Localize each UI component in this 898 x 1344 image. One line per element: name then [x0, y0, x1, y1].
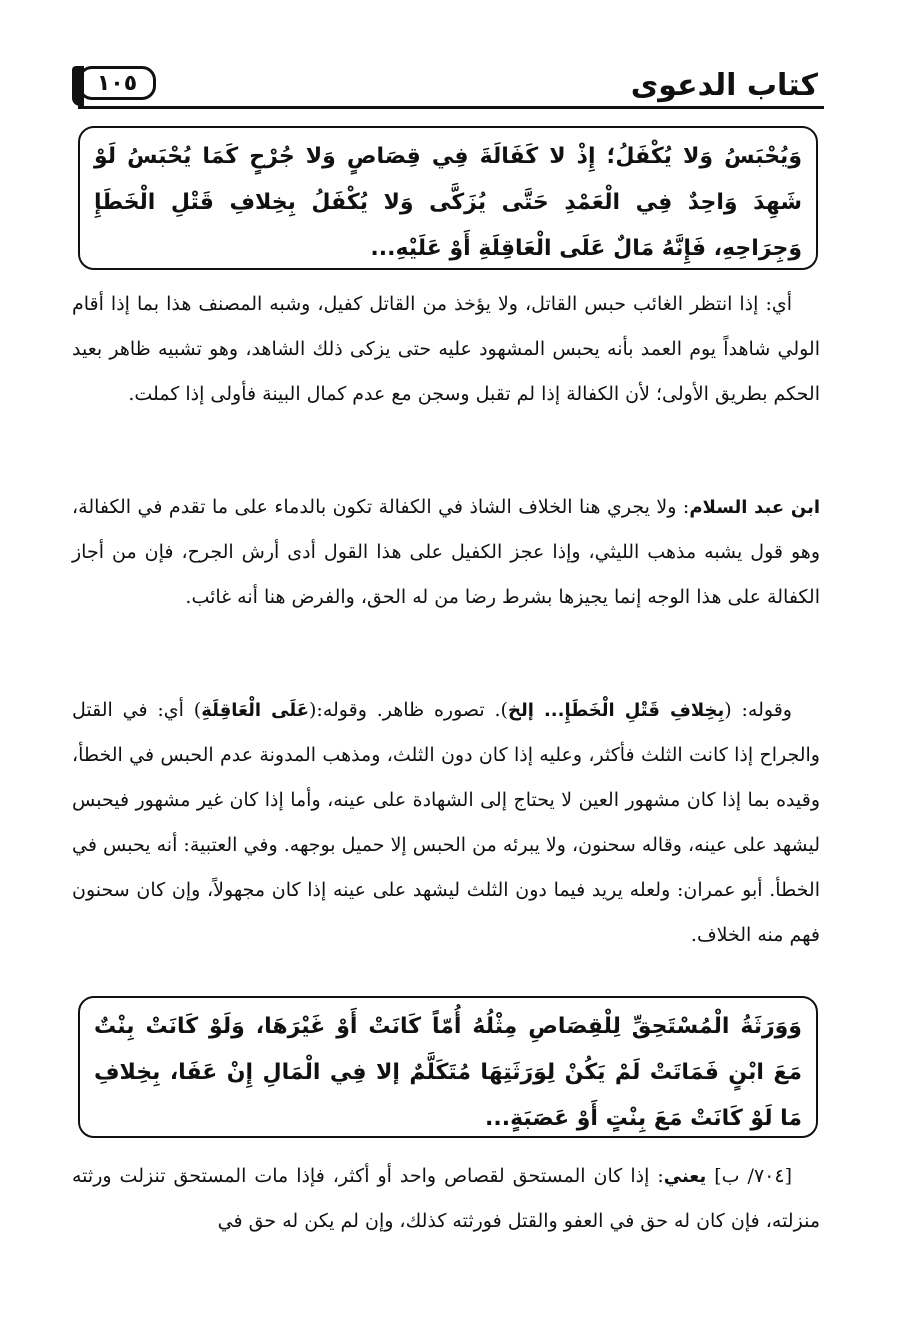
manuscript-folio-ref: [٧٠٤/ ب]	[714, 1165, 792, 1187]
commentary-paragraph-3	[72, 688, 820, 958]
commentary-paragraph-2	[72, 485, 820, 620]
page-number: ١٠٥	[78, 66, 156, 100]
matn-text-2: وَوَرَثَةُ الْمُسْتَحِقِّ لِلْقِصَاصِ مِثْلُهُ أُمّاً كَانَتْ أَوْ غَيْرَهَا، وَلَوْ كَانَتْ بِنْتٌ مَعَ ابْنٍ فَمَاتَتْ لَمْ يَكُنْ لِوَرَثَتِهَا مُتَكَلَّمٌ إلا فِي الْمَالِ إِنْ عَفَا، بِخِلافِ مَا لَوْ كَانَتْ مَعَ بِنْتٍ أَوْ عَصَبَةٍ...	[94, 1014, 802, 1131]
matn-box-2	[78, 996, 818, 1138]
paragraph-4-text: : إذا كان المستحق لقصاص واحد أو أكثر، فإذا مات المستحق تنزلت ورثته منزلته، فإن كان له حق في العفو والقتل فورثته كذلك، وإن لم يكن له حق في	[72, 1165, 820, 1232]
paragraph-1-text: أي: إذا انتظر الغائب حبس القاتل، ولا يؤخذ من القاتل كفيل، وشبه المصنف هذا بما إذا أقام الولي شاهداً يوم العمد بأنه يحبس المشهود عليه حتى يزكى ذلك الشاهد، وهو تشبيه ظاهر بعيد الحكم بطريق الأولى؛ لأن الكفالة إذا لم تقبل وسجن مع عدم كمال البينة فأولى إذا كملت.	[72, 293, 820, 405]
page-header	[72, 62, 824, 114]
matn-box-1	[78, 126, 818, 270]
book-title: كتاب الدعوى	[630, 68, 818, 103]
matn-text-1: وَيُحْبَسُ وَلا يُكْفَلُ؛ إِذْ لا كَفَالَةَ فِي قِصَاصٍ وَلا جُرْحٍ كَمَا يُحْبَسُ لَوْ شَهِدَ وَاحِدٌ فِي الْعَمْدِ حَتَّى يُزَكَّى وَلا يُكْفَلُ بِخِلافِ قَتْلِ الْخَطَإِ وَجِرَاحِهِ، فَإِنَّهُ مَالٌ عَلَى الْعَاقِلَةِ أَوْ عَلَيْهِ...	[94, 144, 802, 261]
paragraph-3-lead: وقوله: (	[724, 699, 792, 721]
cited-scholar-name: ابن عبد السلام	[689, 497, 821, 518]
quoted-phrase-2: عَلَى الْعَاقِلَةِ	[201, 700, 309, 721]
commentary-paragraph-4	[72, 1154, 820, 1244]
quoted-phrase-1: بِخِلافِ قَتْلِ الْخَطَإِ... إلخ	[507, 700, 725, 721]
header-rule	[78, 106, 824, 109]
paragraph-3-mid: ). تصوره ظاهر. وقوله:(	[309, 699, 508, 721]
commentary-paragraph-1	[72, 282, 820, 417]
paragraph-4-lead: يعني	[663, 1166, 707, 1187]
paragraph-2-text: : ولا يجري هنا الخلاف الشاذ في الكفالة تكون بالدماء على ما تقدم في الكفالة، وهو قول يشبه مذهب الليثي، وإذا عجز الكفيل على هذا القول أدى أرش الجرح، فإن من أجاز الكفالة على هذا الوجه إنما يجيزها بشرط رضا من له الحق، والفرض هنا أنه غائب.	[72, 496, 820, 608]
paragraph-3-text: ) أي: في القتل والجراح إذا كانت الثلث فأكثر، وعليه إذا كان دون الثلث، ومذهب المدونة عدم الحبس في الخطأ، وقيده بما إذا كان مشهور العين لا يحتاج إلى الشهادة على عينه، وأما إذا كان غير مشهور فيحبس ليشهد على عينه، وقاله سحنون، ولا يبرئه من الحبس إلا حميل بوجهه. وفي العتبية: أنه يحبس في الخطأ. أبو عمران: ولعله يريد فيما دون الثلث ليشهد على عينه إذا كان مجهولاً، وإن كان سحنون فهم منه الخلاف.	[72, 699, 820, 946]
